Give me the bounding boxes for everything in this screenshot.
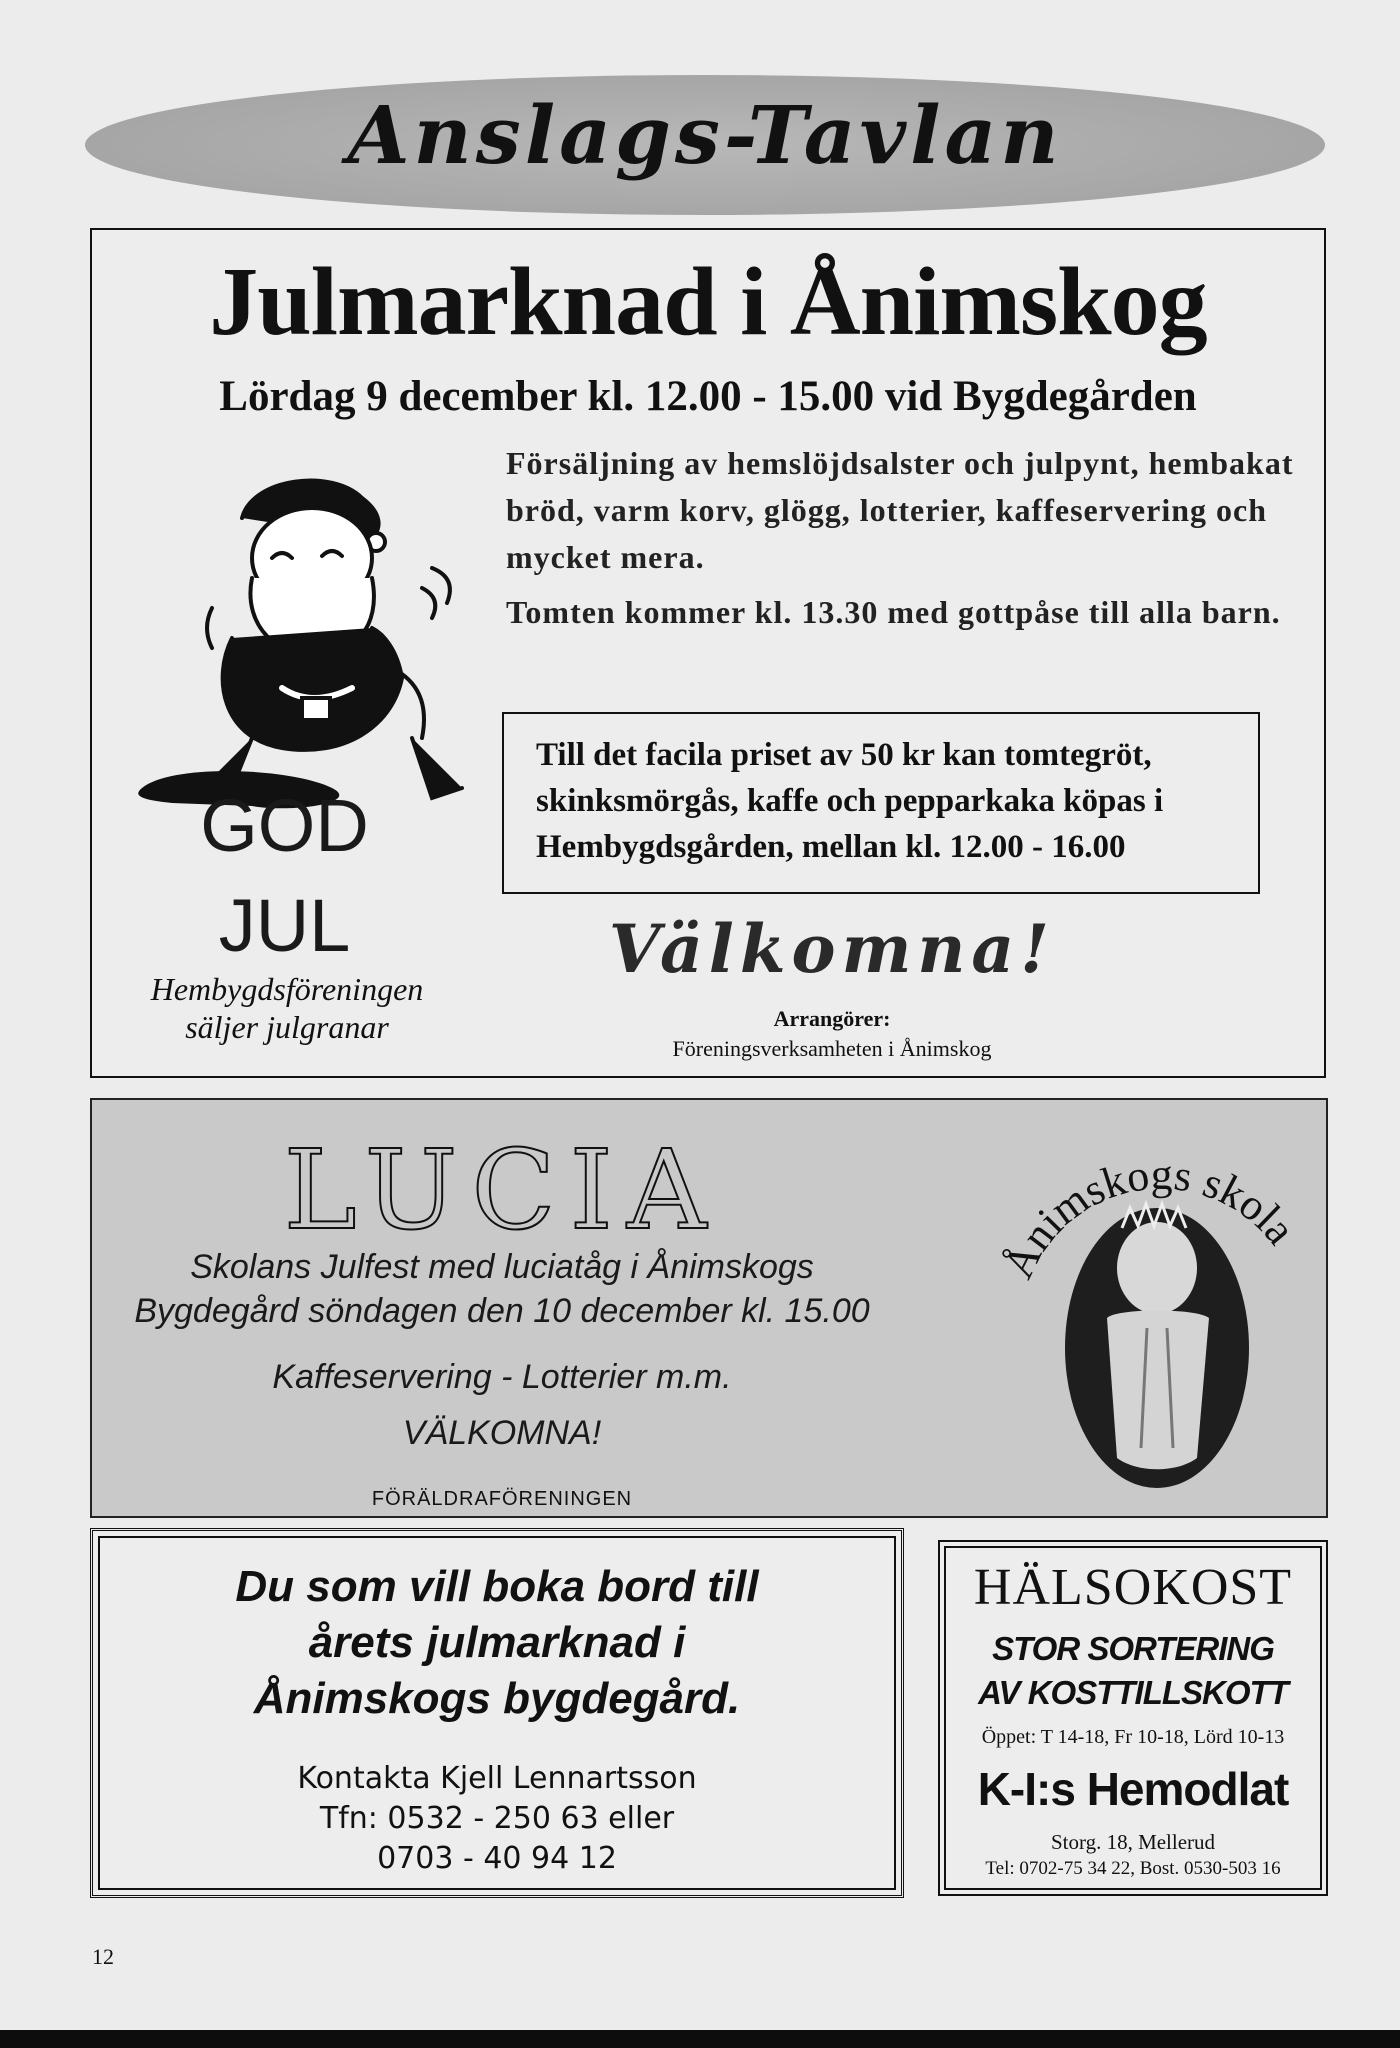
lucia-organizer: FÖRÄLDRAFÖRENINGEN [371, 1488, 633, 1510]
julmarknad-title: Julmarknad i Ånimskog [209, 248, 1207, 356]
brand-name: K-I:s Hemodlat [977, 1763, 1289, 1815]
halsokost-subtitle-2: AV KOSTTILLSKOTT [978, 1674, 1288, 1711]
contact-line-2: Tfn: 0532 - 250 63 eller [319, 1801, 675, 1836]
contact-line-3: 0703 - 40 94 12 [377, 1841, 617, 1876]
santa-illustration [132, 458, 512, 818]
lucia-notice [90, 1098, 1328, 1518]
halsokost-ad [938, 1540, 1328, 1896]
lucia-line-2: Bygdegård söndagen den 10 december kl. 15.00 [134, 1292, 870, 1330]
julmarknad-date: Lördag 9 december kl. 12.00 - 15.00 vid Bygdegården [219, 373, 1197, 420]
description-paragraph-2: Tomten kommer kl. 13.30 med gottpåse till alla barn. [506, 594, 1281, 630]
julmarknad-description [506, 440, 1326, 644]
halsokost-title: HÄLSOKOST [973, 1559, 1293, 1616]
welcome-text: Välkomna! [608, 910, 1056, 988]
booking-heading [93, 1559, 901, 1727]
god-jul-text [112, 776, 457, 976]
page-title: Anslags-Tavlan [347, 88, 1063, 182]
booking-line-3: Ånimskogs bygdegård. [253, 1674, 741, 1723]
opening-hours: Öppet: T 14-18, Fr 10-18, Lörd 10-13 [981, 1726, 1285, 1748]
store-address: Storg. 18, Mellerud [1050, 1830, 1216, 1854]
page-number: 12 [92, 1944, 114, 1969]
school-logo-text: Ånimskogs skola [993, 1149, 1306, 1286]
organizers-label: Arrangörer: [773, 1006, 891, 1031]
description-paragraph-1: Försäljning av hemslöjdsalster och julpynt, hembakat bröd, varm korv, glögg, lotterier, kaffeservering och mycket mera. [506, 445, 1294, 575]
hembygd-line-1: Hembygdsföreningen [150, 971, 424, 1007]
lucia-line-1: Skolans Julfest med luciatåg i Ånimskogs [190, 1248, 814, 1286]
jul-word: JUL [218, 884, 351, 967]
lucia-line-4: VÄLKOMNA! [402, 1414, 602, 1452]
lucia-line-3: Kaffeservering - Lotterier m.m. [272, 1358, 732, 1396]
god-word: GOD [200, 784, 369, 867]
store-phone: Tel: 0702-75 34 22, Bost. 0530-503 16 [985, 1858, 1281, 1879]
contact-line-1: Kontakta Kjell Lennartsson [297, 1761, 697, 1796]
booking-line-2: årets julmarknad i [308, 1618, 686, 1667]
bottom-bar [0, 2030, 1400, 2048]
julmarknad-notice [90, 228, 1326, 1078]
lucia-title: LUCIA [283, 1126, 721, 1254]
booking-contact [93, 1759, 901, 1879]
school-logo [987, 1118, 1327, 1498]
food-offer-box: Till det facila priset av 50 kr kan tomtegröt, skinksmörgås, kaffe och pepparkaka köpas i Hembygdsgården, mellan kl. 12.00 - 16.00 [502, 712, 1260, 894]
booking-notice [90, 1528, 904, 1898]
booking-line-1: Du som vill boka bord till [235, 1562, 759, 1611]
halsokost-subtitle-1: STOR SORTERING [992, 1630, 1274, 1667]
organizers-name: Föreningsverksamheten i Ånimskog [672, 1036, 992, 1061]
christmas-tree-sale-note [112, 970, 462, 1046]
hembygd-line-2: säljer julgranar [185, 1009, 389, 1045]
